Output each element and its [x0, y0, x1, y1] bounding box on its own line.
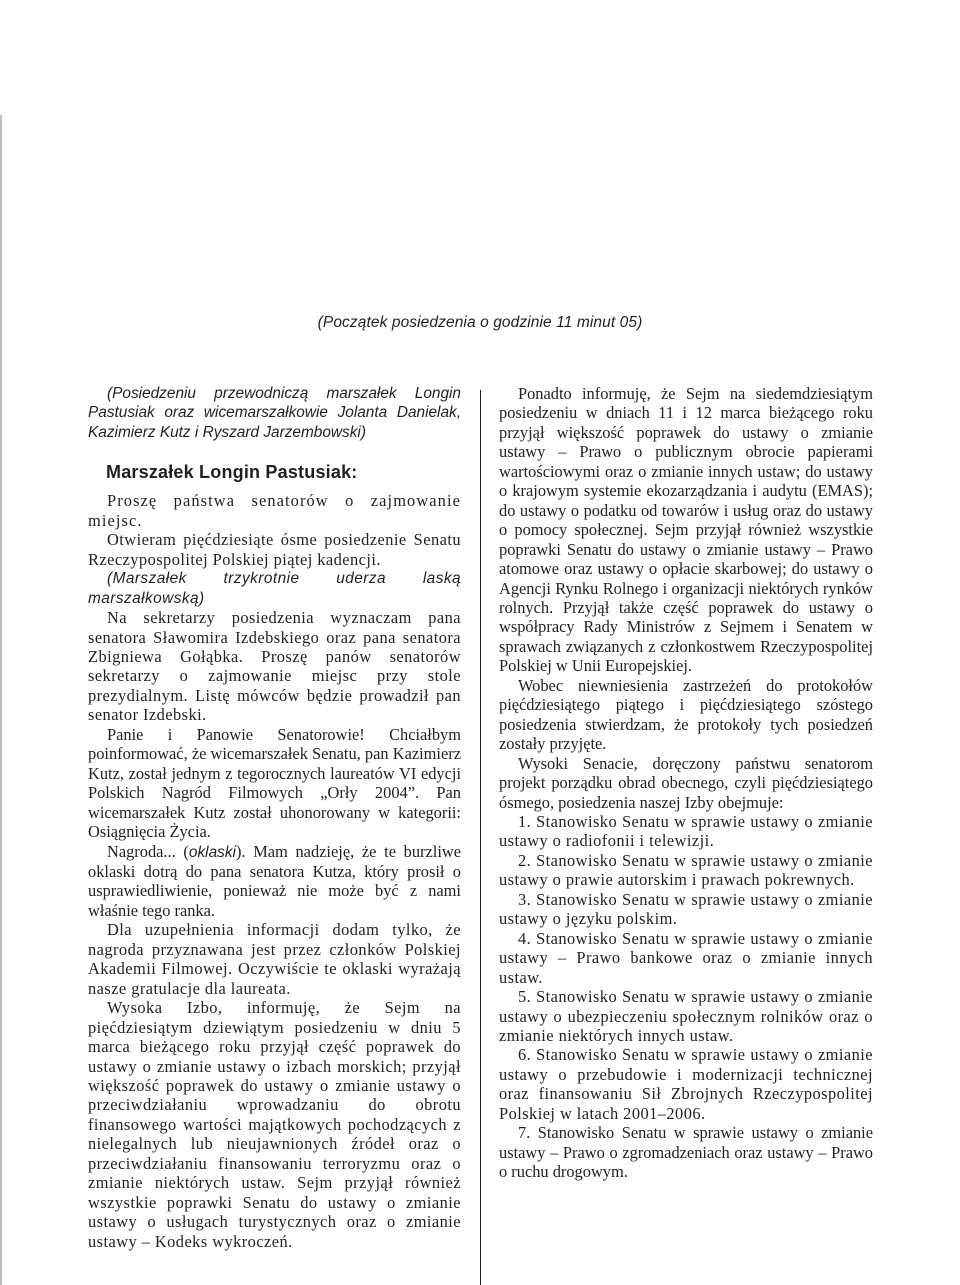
right-column — [499, 384, 873, 1182]
agenda-item: 6. Stanowisko Senatu w sprawie ustawy o zmianie ustawy o przebudowie i modernizacji technicznej oraz finansowaniu Sił Zbrojnych Rzeczypospolitej Polskiej w latach 2001–2006. — [499, 1045, 873, 1123]
agenda-item: 3. Stanowisko Senatu w sprawie ustawy o zmianie ustawy o języku polskim. — [499, 889, 873, 929]
page-edge-line — [0, 115, 2, 1285]
agenda-item: 4. Stanowisko Senatu w sprawie ustawy o zmianie ustawy – Prawo bankowe oraz o zmianie innych ustaw. — [499, 928, 873, 987]
paragraph: Dla uzupełnienia informacji dodam tylko, że nagroda przyznawana jest przez członków Polskiej Akademii Filmowej. Oczywiście te oklaski wyrażają nasze gratulacje dla laureata. — [88, 920, 461, 998]
left-column — [88, 384, 461, 1251]
paragraph: Ponadto informuję, że Sejm na siedemdziesiątym posiedzeniu w dniach 11 i 12 marca bieżącego roku przyjął większość poprawek do ustawy o zmianie ustawy – Prawo o publicznym obrocie papierami wartościowymi oraz o zmianie innych ustaw; do ustawy o krajowym systemie ekozarządzania i audytu (EMAS); do ustawy o podatku od towarów i usług oraz do ustawy o pomocy społecznej. Sejm przyjął również wszystkie poprawki Senatu do ustawy o zmianie ustawy – Prawo atomowe oraz ustawy o opłacie skarbowej; do ustawy o Agencji Rynku Rolnego i organizacji niektórych rynków rolnych. Przyjął także część poprawek do ustawy o współpracy Rady Ministrów z Sejmem i Senatem w sprawach związanych z członkostwem Rzeczypospolitej Polskiej w Unii Europejskiej. — [499, 384, 873, 676]
agenda-item: 7. Stanowisko Senatu w sprawie ustawy o zmianie ustawy – Prawo o zgromadzeniach oraz ustawy – Prawo o ruchu drogowym. — [499, 1123, 873, 1182]
applause-note: oklaski — [188, 843, 236, 861]
paragraph: Wysoki Senacie, doręczony państwu senatorom projekt porządku obrad obecnego, czyli pięćdziesiątego ósmego, posiedzenia naszej Izby obejmuje: — [499, 753, 873, 812]
paragraph: Panie i Panowie Senatorowie! Chciałbym poinformować, że wicemarszałek Senatu, pan Kazimierz Kutz, został jednym z tegorocznych laureatów VI edycji Polskich Nagród Filmowych „Orły 2004”. Pan wicemarszałek Kutz został uhonorowany w kategorii: Osiągnięcia Życia. — [88, 724, 461, 842]
agenda-item: 1. Stanowisko Senatu w sprawie ustawy o zmianie ustawy o radiofonii i telewizji. — [499, 811, 873, 851]
paragraph: Proszę państwa senatorów o zajmowanie miejsc. — [88, 491, 461, 530]
paragraph — [88, 842, 461, 921]
session-start-note: (Początek posiedzenia o godzinie 11 minut 05) — [317, 314, 643, 331]
presiding-note: (Posiedzeniu przewodniczą marszałek Longin Pastusiak oraz wicemarszałkowie Jolanta Danielak, Kazimierz Kutz i Ryszard Jarzembowski) — [88, 385, 461, 441]
speaker-heading: Marszałek Longin Pastusiak: — [106, 462, 358, 483]
stage-direction: (Marszałek trzykrotnie uderza laską marszałkowską) — [88, 570, 461, 607]
paragraph-text: Nagroda... ( — [107, 841, 189, 861]
column-divider — [480, 390, 481, 1285]
paragraph: Otwieram pięćdziesiąte ósme posiedzenie Senatu Rzeczypospolitej Polskiej piątej kadencji. — [88, 530, 461, 569]
paragraph: Wobec niewniesienia zastrzeżeń do protokołów pięćdziesiątego piątego i pięćdziesiątego szóstego posiedzenia stwierdzam, że protokoły tych posiedzeń zostały przyjęte. — [499, 675, 873, 754]
agenda-item: 5. Stanowisko Senatu w sprawie ustawy o zmianie ustawy o ubezpieczeniu społecznym rolników oraz o zmianie niektórych innych ustaw. — [499, 987, 873, 1045]
paragraph: Wysoka Izbo, informuję, że Sejm na pięćdziesiątym dziewiątym posiedzeniu w dniu 5 marca bieżącego roku przyjął część poprawek do ustawy o zmianie ustawy o izbach morskich; przyjął większość poprawek do ustawy o zmianie ustawy o przeciwdziałaniu wprowadzaniu do obrotu finansowego wartości majątkowych pochodzących z nielegalnych lub nieujawnionych źródeł oraz o przeciwdziałaniu finansowaniu terroryzmu oraz o zmianie niektórych ustaw. Sejm przyjął również wszystkie poprawki Senatu do ustawy o zmianie ustawy o usługach turystycznych oraz o zmianie ustawy – Kodeks wykroczeń. — [88, 998, 461, 1251]
paragraph: Na sekretarzy posiedzenia wyznaczam pana senatora Sławomira Izdebskiego oraz pana senatora Zbigniewa Gołąbka. Proszę panów senatorów sekretarzy o zajmowanie miejsc przy stole prezydialnym. Listę mówców będzie prowadził pan senator Izdebski. — [88, 608, 461, 725]
paragraph-text: ). Mam nadzieję, że te burzliwe oklaski dotrą do pana senatora Kutza, który prosił o usprawiedliwienie, ponieważ nie może być z nami właśnie tego ranka. — [88, 841, 462, 920]
agenda-item: 2. Stanowisko Senatu w sprawie ustawy o zmianie ustawy o prawie autorskim i prawach pokrewnych. — [499, 850, 873, 890]
